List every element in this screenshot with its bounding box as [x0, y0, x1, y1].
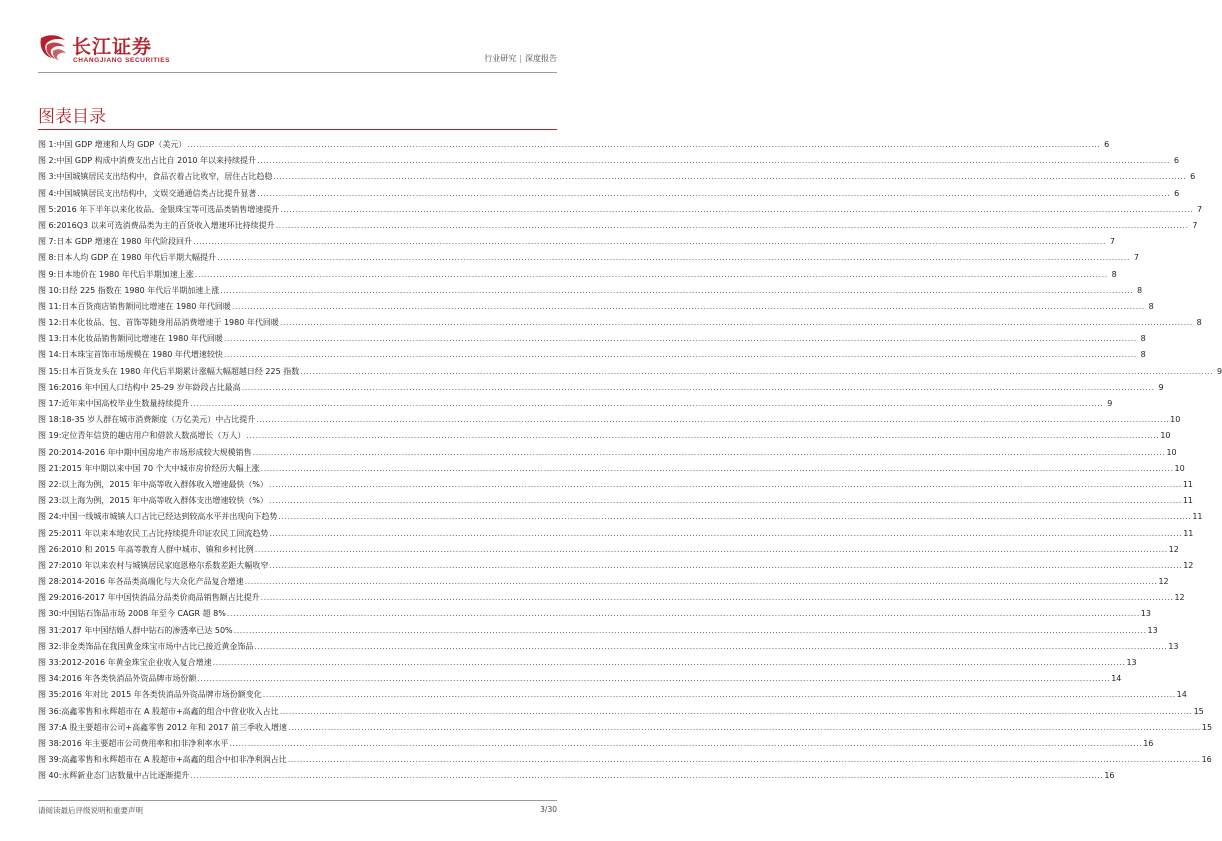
figure-title: 2010 和 2015 年高等教育人群中城市、镇和乡村比例	[61, 544, 254, 554]
figure-title: 2016 年各类快消品外资品牌市场份额	[61, 674, 197, 684]
figure-label: 图 14:	[38, 350, 62, 360]
figure-label: 图 17:	[38, 399, 62, 408]
footer-divider	[38, 800, 557, 801]
figure-page: 8	[1148, 301, 1154, 311]
toc-entry[interactable]	[38, 623, 1158, 639]
toc-entry[interactable]	[38, 186, 1180, 202]
figure-title: 中国 GDP 增速和人均 GDP（美元）	[56, 140, 187, 149]
toc-entry[interactable]	[38, 526, 1194, 542]
figure-title: 以上海为例，2015 年中高等收入群体支出增速较快（%）	[61, 496, 268, 506]
toc-entry[interactable]	[38, 331, 1146, 347]
toc-entry[interactable]	[38, 720, 1213, 736]
leader-dots: ............................................................................................................................................................................................................................................................................................................	[193, 237, 1106, 247]
leader-dots: ............................................................................................................................................................................................................................................................................................................	[226, 609, 1140, 619]
leader-dots: ............................................................................................................................................................................................................................................................................................................	[187, 140, 1101, 149]
logo-emblem-icon	[38, 32, 68, 62]
figure-label: 图 37:	[38, 722, 62, 732]
figure-label: 图 2:	[38, 156, 57, 166]
figure-title: 2011 年以来本地农民工占比持续提升印证农民工回流趋势	[61, 528, 269, 538]
toc-entry[interactable]	[38, 655, 1137, 671]
figure-page: 7	[1133, 253, 1139, 263]
figure-page: 7	[1197, 204, 1203, 214]
figure-title: 日本化妆品销售额同比增速在 1980 年代回暖	[61, 334, 223, 344]
figure-page: 13	[1147, 625, 1158, 635]
figure-title: 中国一线城市城镇人口占比已经达到较高水平并出现向下趋势	[61, 512, 278, 522]
figure-title: 日本珠宝首饰市场规模在 1980 年代增速较快	[61, 350, 223, 360]
header-divider	[38, 72, 557, 73]
category-label: 行业研究	[484, 54, 517, 63]
leader-dots: ............................................................................................................................................................................................................................................................................................................	[220, 285, 1134, 295]
figure-label: 图 22:	[38, 479, 62, 489]
leader-dots: ............................................................................................................................................................................................................................................................................................................	[278, 512, 1192, 522]
leader-dots: ............................................................................................................................................................................................................................................................................................................	[262, 690, 1176, 700]
category-separator: |	[519, 54, 522, 63]
leader-dots: ............................................................................................................................................................................................................................................................................................................	[229, 738, 1143, 748]
leader-dots: ............................................................................................................................................................................................................................................................................................................	[231, 301, 1145, 311]
toc-entry[interactable]	[38, 412, 1181, 428]
leader-dots: ............................................................................................................................................................................................................................................................................................................	[217, 253, 1130, 263]
figure-page: 6	[1174, 188, 1180, 198]
leader-dots: ............................................................................................................................................................................................................................................................................................................	[260, 463, 1174, 473]
figure-page: 6	[1190, 172, 1196, 182]
figure-title: 日本地价在 1980 年代后半期加速上涨	[56, 269, 194, 279]
leader-dots: ............................................................................................................................................................................................................................................................................................................	[287, 755, 1201, 765]
figure-page: 6	[1173, 156, 1179, 166]
figure-page: 11	[1182, 479, 1194, 489]
toc-entry[interactable]	[38, 509, 1203, 525]
figure-title: 日本 GDP 增速在 1980 年代阶段回升	[56, 237, 193, 247]
figure-title: 18-35 岁人群在城市消费额度（万亿美元）中占比提升	[61, 415, 256, 425]
leader-dots: ............................................................................................................................................................................................................................................................................................................	[241, 382, 1155, 392]
figure-title: 中国城镇居民支出结构中，食品衣着占比收窄，居住占比趋稳	[56, 172, 273, 182]
toc-entry[interactable]	[38, 445, 1177, 461]
leader-dots: ............................................................................................................................................................................................................................................................................................................	[212, 658, 1126, 667]
title-divider	[38, 129, 557, 130]
toc-entry[interactable]	[38, 428, 1171, 444]
figure-page: 9	[1158, 382, 1164, 392]
figure-page: 12	[1168, 544, 1179, 554]
figure-label: 图 27:	[38, 560, 62, 570]
figure-label: 图 33:	[38, 658, 62, 667]
leader-dots: ............................................................................................................................................................................................................................................................................................................	[254, 641, 1168, 651]
figure-label: 图 16:	[38, 382, 62, 392]
figure-label: 图 18:	[38, 415, 62, 425]
figure-title: 2016 年主要超市公司费用率和扣非净利率水平	[61, 738, 229, 748]
figure-title: 2016-2017 年中国快消品分品类价商品销售额占比提升	[61, 593, 260, 603]
report-category	[484, 53, 557, 64]
figure-label: 图 40:	[38, 771, 62, 781]
figure-title: 日本人均 GDP 在 1980 年代后半期大幅提升	[56, 253, 217, 263]
toc-entry[interactable]	[38, 283, 1143, 299]
leader-dots: ............................................................................................................................................................................................................................................................................................................	[254, 544, 1168, 554]
figure-title: 2012-2016 年黄金珠宝企业收入复合增速	[61, 658, 212, 667]
figure-label: 图 3:	[38, 172, 57, 182]
toc-entry[interactable]	[38, 364, 1222, 380]
toc-entry[interactable]	[38, 704, 1204, 720]
figure-page: 12	[1174, 593, 1185, 603]
figure-label: 图 11:	[38, 301, 62, 311]
brand-name-cn: 长江证券	[72, 36, 153, 58]
figure-title: 高鑫零售和永辉超市在 A 股超市+高鑫的组合中扣非净利润占比	[61, 755, 287, 765]
leader-dots: ............................................................................................................................................................................................................................................................................................................	[223, 350, 1137, 360]
figure-page: 15	[1201, 722, 1213, 732]
toc-entry[interactable]	[38, 752, 1212, 768]
figure-label: 图 12:	[38, 318, 62, 328]
leader-dots: ............................................................................................................................................................................................................................................................................................................	[190, 399, 1104, 408]
toc-entry[interactable]	[38, 461, 1185, 477]
leader-dots: ............................................................................................................................................................................................................................................................................................................	[269, 528, 1183, 538]
figure-title: 近年来中国高校毕业生数量持续提升	[61, 399, 190, 408]
figure-page: 10	[1170, 415, 1181, 425]
toc-entry[interactable]	[38, 639, 1179, 655]
figure-title: 2014-2016 年中期中国房地产市场形成较大规模销售	[61, 447, 252, 457]
toc-entry[interactable]	[38, 768, 1115, 784]
figure-label: 图 5:	[38, 204, 57, 214]
figure-page: 14	[1176, 690, 1187, 700]
toc-entry[interactable]	[38, 347, 1146, 363]
leader-dots: ............................................................................................................................................................................................................................................................................................................	[269, 560, 1183, 570]
figure-title: 以上海为例，2015 年中高等收入群体收入增速最快（%）	[61, 479, 268, 489]
figure-label: 图 8:	[38, 253, 57, 263]
figure-label: 图 29:	[38, 593, 62, 603]
leader-dots: ............................................................................................................................................................................................................................................................................................................	[300, 366, 1214, 376]
toc-entry[interactable]	[38, 736, 1154, 752]
figure-page: 10	[1174, 463, 1185, 473]
figure-label: 图 31:	[38, 625, 62, 635]
toc-entry[interactable]	[38, 218, 1198, 234]
figure-page: 13	[1126, 658, 1137, 667]
figure-page: 10	[1166, 447, 1177, 457]
leader-dots: ............................................................................................................................................................................................................................................................................................................	[280, 204, 1194, 214]
leader-dots: ............................................................................................................................................................................................................................................................................................................	[246, 431, 1160, 441]
figure-title: 2016 年对比 2015 年各类快消品外资品牌市场份额变化	[61, 690, 262, 700]
figure-page: 14	[1111, 674, 1122, 684]
leader-dots: ............................................................................................................................................................................................................................................................................................................	[273, 172, 1187, 182]
figure-page: 6	[1104, 140, 1110, 149]
figure-title: 2014-2016 年各品类高端化与大众化产品复合增速	[61, 577, 244, 587]
toc-entry[interactable]	[38, 396, 1113, 412]
figure-page: 12	[1158, 577, 1169, 587]
figure-label: 图 26:	[38, 544, 62, 554]
leader-dots: ............................................................................................................................................................................................................................................................................................................	[260, 593, 1174, 603]
figure-page: 13	[1140, 609, 1151, 619]
toc-entry[interactable]	[38, 315, 1202, 331]
figure-label: 图 1:	[38, 140, 57, 149]
figure-page: 11	[1183, 528, 1194, 538]
figure-page: 8	[1196, 318, 1202, 328]
figure-label: 图 19:	[38, 431, 62, 441]
figure-page: 9	[1107, 399, 1113, 408]
toc-entry[interactable]	[38, 558, 1194, 574]
figure-label: 图 13:	[38, 334, 62, 344]
toc-entry[interactable]	[38, 169, 1196, 185]
page-number: 3/30	[540, 805, 557, 814]
leader-dots: ............................................................................................................................................................................................................................................................................................................	[194, 269, 1108, 279]
footer-disclaimer: 请阅读最后评级说明和重要声明	[38, 806, 143, 815]
figure-list	[38, 137, 1222, 785]
toc-entry[interactable]	[38, 606, 1151, 622]
toc-entry[interactable]	[38, 250, 1139, 266]
company-logo	[38, 30, 198, 70]
figure-page: 7	[1109, 237, 1115, 247]
report-type-label: 深度报告	[525, 54, 557, 63]
figure-title: 日本百货龙头在 1980 年代后半期累计涨幅大幅超越日经 225 指数	[61, 366, 300, 376]
toc-entry[interactable]	[38, 477, 1194, 493]
figure-page: 7	[1192, 220, 1198, 230]
figure-label: 图 34:	[38, 674, 62, 684]
figure-title: 2017 年中国结婚人群中钻石的渗透率已达 50%	[61, 625, 233, 635]
figure-title: 2016 年中国人口结构中 25-29 岁年龄段占比最高	[61, 382, 241, 392]
figure-page: 15	[1193, 706, 1204, 716]
figure-label: 图 28:	[38, 577, 62, 587]
figure-page: 10	[1160, 431, 1171, 441]
leader-dots: ............................................................................................................................................................................................................................................................................................................	[197, 674, 1111, 684]
toc-entry[interactable]	[38, 202, 1203, 218]
figure-label: 图 25:	[38, 528, 62, 538]
figure-page: 8	[1137, 285, 1143, 295]
figure-page: 16	[1104, 771, 1115, 781]
figure-title: A 股主要超市公司+高鑫零售 2012 年和 2017 前三季收入增速	[61, 722, 288, 732]
leader-dots: ............................................................................................................................................................................................................................................................................................................	[257, 156, 1170, 166]
leader-dots: ............................................................................................................................................................................................................................................................................................................	[257, 188, 1171, 198]
figure-label: 图 32:	[38, 641, 62, 651]
figure-label: 图 9:	[38, 269, 57, 279]
figure-title: 2016 年下半年以来化妆品、金银珠宝等可选品类销售增速提升	[56, 204, 280, 214]
toc-entry[interactable]	[38, 687, 1187, 703]
toc-entry[interactable]	[38, 542, 1179, 558]
toc-entry[interactable]	[38, 153, 1179, 169]
leader-dots: ............................................................................................................................................................................................................................................................................................................	[233, 625, 1147, 635]
leader-dots: ............................................................................................................................................................................................................................................................................................................	[268, 496, 1182, 506]
figure-label: 图 36:	[38, 706, 62, 716]
toc-entry[interactable]	[38, 137, 1110, 153]
figure-label: 图 24:	[38, 512, 62, 522]
figure-label: 图 38:	[38, 738, 62, 748]
figure-title: 中国 GDP 构成中消费支出占比自 2010 年以来持续提升	[56, 156, 257, 166]
figure-title: 中国城镇居民支出结构中，文娱交通通信类占比提升显著	[56, 188, 257, 198]
figure-title: 中国钻石饰品市场 2008 年至今 CAGR 超 8%	[61, 609, 226, 619]
figure-title: 定位青年信贷的趣店用户和借款人数高增长（万人）	[61, 431, 246, 441]
toc-entry[interactable]	[38, 574, 1169, 590]
figure-label: 图 7:	[38, 237, 57, 247]
brand-name-en: CHANGJIANG SECURITIES	[73, 57, 171, 64]
figure-page: 8	[1140, 334, 1146, 344]
figure-label: 图 35:	[38, 690, 62, 700]
figure-label: 图 15:	[38, 366, 62, 376]
figure-label: 图 23:	[38, 496, 62, 506]
leader-dots: ............................................................................................................................................................................................................................................................................................................	[256, 415, 1170, 425]
toc-entry[interactable]	[38, 380, 1164, 396]
figure-page: 11	[1192, 512, 1203, 522]
leader-dots: ............................................................................................................................................................................................................................................................................................................	[252, 447, 1166, 457]
figure-title: 2010 年以来农村与城镇居民家庭恩格尔系数差距大幅收窄	[61, 560, 269, 570]
figure-page: 9	[1217, 366, 1222, 376]
figure-title: 2016Q3 以来可选消费品类为主的百货收入增速环比持续提升	[56, 220, 275, 230]
leader-dots: ............................................................................................................................................................................................................................................................................................................	[279, 318, 1193, 328]
toc-entry[interactable]	[38, 590, 1185, 606]
figure-page: 8	[1140, 350, 1146, 360]
figure-page: 11	[1182, 496, 1194, 506]
page-header	[38, 30, 557, 70]
figure-page: 16	[1143, 738, 1154, 748]
figure-label: 图 20:	[38, 447, 62, 457]
leader-dots: ............................................................................................................................................................................................................................................................................................................	[288, 722, 1201, 732]
toc-entry[interactable]	[38, 493, 1194, 509]
leader-dots: ............................................................................................................................................................................................................................................................................................................	[279, 706, 1193, 716]
figure-page: 8	[1111, 269, 1117, 279]
toc-entry[interactable]	[38, 671, 1122, 687]
figure-page: 12	[1183, 560, 1194, 570]
leader-dots: ............................................................................................................................................................................................................................................................................................................	[190, 771, 1104, 781]
leader-dots: ............................................................................................................................................................................................................................................................................................................	[275, 220, 1189, 230]
leader-dots: ............................................................................................................................................................................................................................................................................................................	[244, 577, 1158, 587]
figure-label: 图 30:	[38, 609, 62, 619]
figure-title: 2015 年中期以来中国 70 个大中城市房价经历大幅上涨	[61, 463, 260, 473]
figure-title: 永辉新业态门店数量中占比逐渐提升	[61, 771, 190, 781]
figure-title: 非金类饰品在我国黄金珠宝市场中占比已接近黄金饰品	[61, 641, 254, 651]
page-title: 图表目录	[38, 107, 106, 127]
figure-label: 图 6:	[38, 220, 57, 230]
figure-title: 日本化妆品、包、首饰等随身用品消费增速于 1980 年代回暖	[61, 318, 279, 328]
figure-label: 图 39:	[38, 755, 62, 765]
figure-label: 图 4:	[38, 188, 57, 198]
figure-title: 日本百货商店销售额同比增速在 1980 年代回暖	[61, 301, 231, 311]
figure-label: 图 10:	[38, 285, 62, 295]
figure-title: 高鑫零售和永辉超市在 A 股超市+高鑫的组合中营业收入占比	[61, 706, 279, 716]
toc-entry[interactable]	[38, 299, 1154, 315]
figure-page: 13	[1168, 641, 1179, 651]
toc-entry[interactable]	[38, 234, 1115, 250]
figure-title: 日经 225 指数在 1980 年代后半期加速上涨	[61, 285, 220, 295]
toc-entry[interactable]	[38, 267, 1117, 283]
leader-dots: ............................................................................................................................................................................................................................................................................................................	[223, 334, 1137, 344]
figure-page: 16	[1201, 755, 1212, 765]
figure-label: 图 21:	[38, 463, 62, 473]
leader-dots: ............................................................................................................................................................................................................................................................................................................	[268, 479, 1182, 489]
